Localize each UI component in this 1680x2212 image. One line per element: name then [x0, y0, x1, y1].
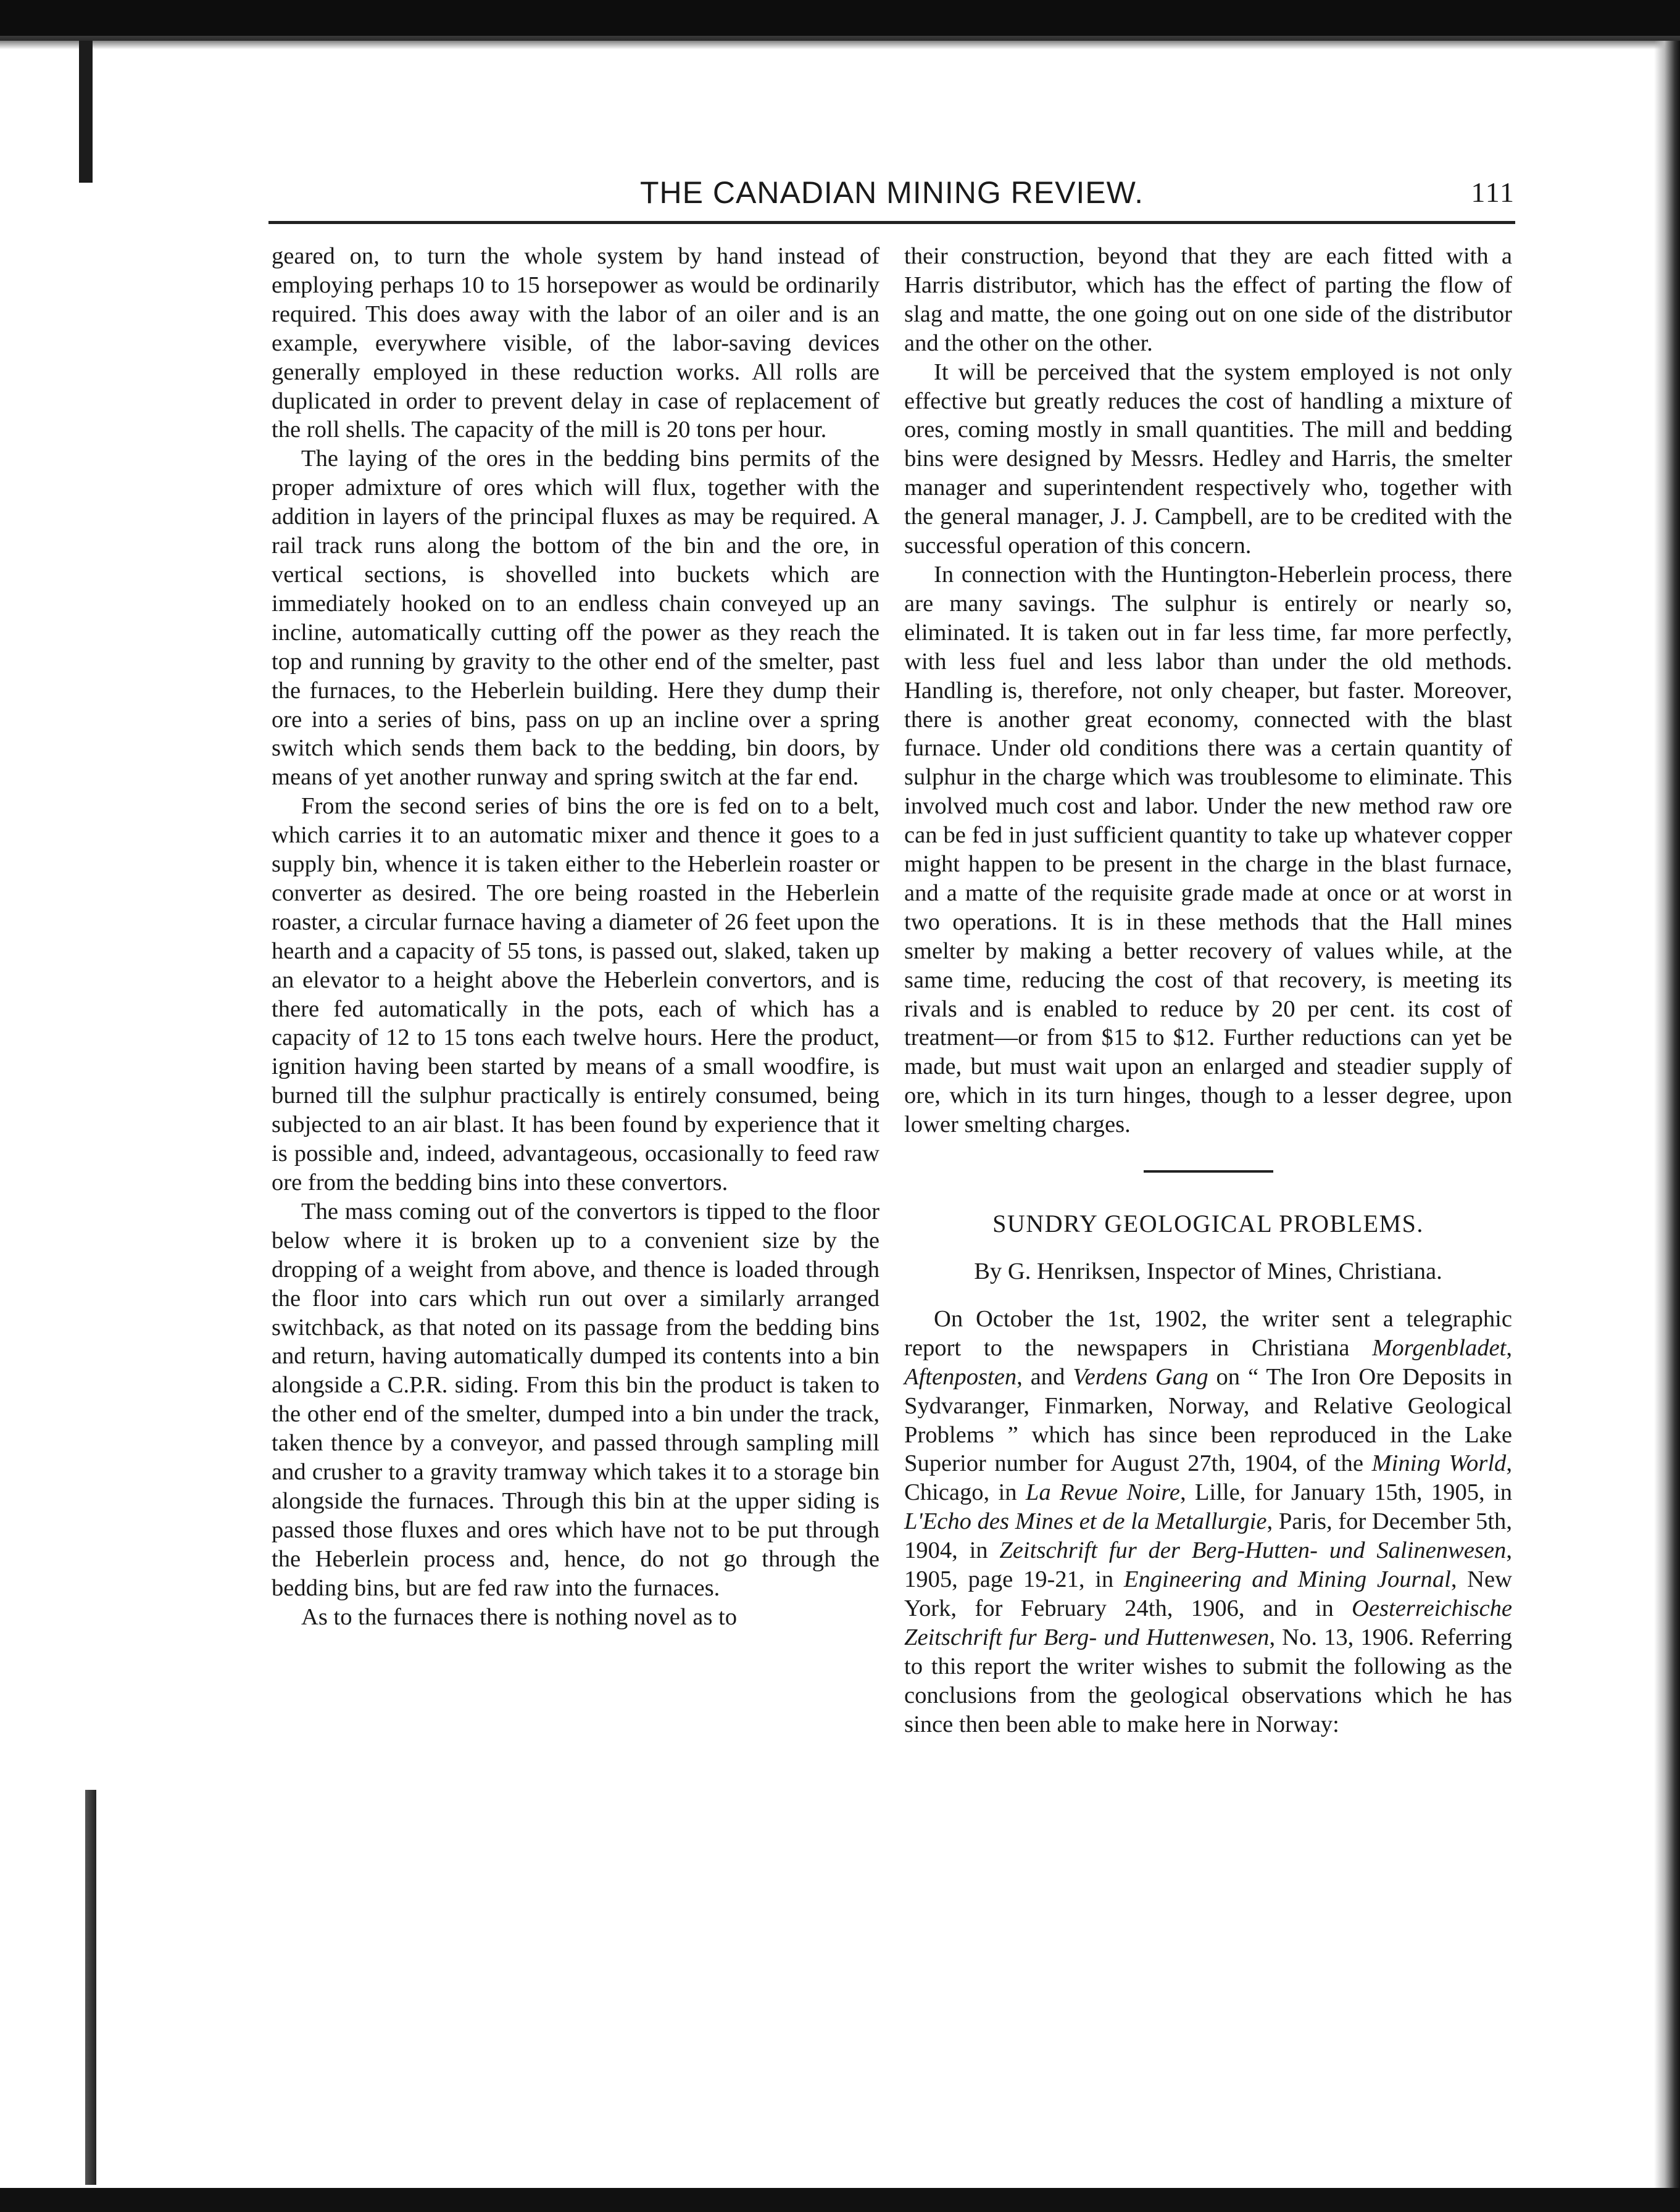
- scan-edge-left-top: [79, 41, 93, 183]
- text-run: , No. 13, 1906. Referring to this report the writer wishes to submit the following as the conclusions from the geological observations which he has since then been able to make here in Norway:: [904, 1624, 1512, 1737]
- paragraph: It will be perceived that the system employed is not only effective but greatly reduces the cost of handling a mixture of ores, coming mostly in small quantities. The mill and bedding bins were designed by Messrs. Hedley and Harris, the smelter manager and superintendent respectively who, together with the general manager, J. J. Campbell, are to be credited with the successful operation of this concern.: [904, 359, 1512, 559]
- right-column: [904, 242, 1512, 1739]
- text-run: , Lille, for January 15th, 1905, in: [1179, 1479, 1512, 1506]
- running-head: [268, 175, 1515, 224]
- scan-shadow-top: [0, 36, 1680, 49]
- publication-name: Morgenbladet: [1372, 1334, 1507, 1361]
- scan-border-top: [0, 0, 1680, 41]
- paragraph: In connection with the Huntington-Heberlein process, there are many savings. The sulphur is entirely or nearly so, eliminated. It is taken out in far less time, far more perfectly, with less fuel and less labor than under the old methods. Handling is, therefore, not only cheaper, but faster. Moreover, there is another great economy, connected with the blast furnace. Under old conditions there was a certain quantity of sulphur in the charge which was troublesome to eliminate. This involved much cost and labor. Under the new method raw ore can be fed in just sufficient quantity to take up whatever copper might happen to be present in the charge in the blast furnace, and a matte of the requisite grade made at once or at worst in two operations. It is in these methods that the Hall mines smelter by making a better recovery of values while, at the same time, reducing the cost of that recovery, is meeting its rivals and is enabled to reduce by 20 per cent. its cost of treatment—or from $15 to $12. Further reductions can yet be made, but must wait upon an enlarged and steadier supply of ore, which in its turn hinges, though to a lesser degree, upon lower smelting charges.: [904, 561, 1512, 1138]
- paragraph: From the second series of bins the ore is fed on to a belt, which carries it to an automatic mixer and thence it goes to a supply bin, whence it is taken either to the Heberlein roaster or converter as desired. The ore being roasted in the Heberlein roaster, a circular furnace having a diameter of 26 feet upon the hearth and a capacity of 55 tons, is passed out, slaked, taken up an elevator to a height above the Heberlein convertors, and is there fed automatically in the pots, each of which has a capacity of 12 to 15 tons each twelve hours. Here the product, ignition having been started by means of a small woodfire, is burned till the sulphur practically is entirely consumed, being subjected to an air blast. It has been found by experience that it is possible and, indeed, advantageous, occasionally to feed raw ore from the bedding bins into these convertors.: [272, 793, 880, 1195]
- text-run: on “ The Iron Ore Deposits in Sydvaranger, Finmarken, Norway, and Relative Geological Problems ” which has since been reproduced in the Lake Superior number for August 27th, 1904, of the: [904, 1363, 1513, 1477]
- article-byline: By G. Henriksen, Inspector of Mines, Christiana.: [974, 1258, 1442, 1284]
- publication-name: Verdens Gang: [1073, 1363, 1208, 1390]
- publication-name: L'Echo des Mines et de la Metallurgie: [904, 1508, 1267, 1535]
- text-run: , New York, for February 24th, 1906, and in: [904, 1566, 1512, 1621]
- page-number: 111: [1471, 177, 1515, 208]
- left-column: [272, 242, 880, 1632]
- journal-title: THE CANADIAN MINING REVIEW.: [640, 175, 1144, 210]
- paragraph: The mass coming out of the convertors is tipped to the floor below where it is broken up to a convenient size by the dropping of a weight from above, and thence is loaded through the floor into cars which run out over a similarly arranged switchback, as that noted on its passage from the bedding bins and return, having automatically dumped its contents into a bin alongside a C.P.R. siding. From this bin the product is taken to the other end of the smelter, dumped into a bin under the track, taken thence by a conveyor, and passed through sampling mill and crusher to a gravity tramway which takes it to a storage bin alongside the furnaces. Through this bin at the upper siding is passed those fluxes and ores which have not to be put through the Heberlein process and, hence, do not go through the bedding bins, but are fed raw into the furnaces.: [272, 1198, 880, 1601]
- publication-name: La Revue Noire: [1025, 1479, 1180, 1506]
- text-run: , Paris, for December 5th, 1904, in: [904, 1508, 1512, 1564]
- text-run: On October the 1st, 1902, the writer sent a telegraphic report to the newspapers in Christiana: [904, 1305, 1512, 1361]
- scan-edge-left-bottom: [85, 1790, 96, 2185]
- publication-name: Zeitschrift fur der Berg-Hutten- und Salinenwesen: [999, 1537, 1507, 1564]
- text-run: , Chicago, in: [904, 1450, 1512, 1506]
- scan-edge-right: [1654, 41, 1680, 2189]
- publication-name: Mining World: [1371, 1450, 1507, 1477]
- scan-border-bottom: [0, 2188, 1680, 2212]
- publication-name: Oesterreichische Zeitschrift fur Berg- und Huttenwesen: [904, 1595, 1512, 1650]
- paragraph: The laying of the ores in the bedding bins permits of the proper admixture of ores which will flux, together with the addition in layers of the principal fluxes as may be required. A rail track runs along the bottom of the bin and the ore, in vertical sections, is shovelled into buckets which are immediately hooked on to an endless chain conveyed up an incline, automatically cutting off the power as they reach the top and running by gravity to the other end of the smelter, past the furnaces, to the Heberlein building. Here they dump their ore into a series of bins, pass on up an incline over a spring switch which sends them back to the bedding, bin doors, by means of yet another runway and spring switch at the far end.: [272, 446, 880, 791]
- paragraph-with-citations: [904, 1305, 1512, 1739]
- header-rule: [268, 221, 1515, 224]
- text-run: ,: [1506, 1334, 1512, 1361]
- paragraph: geared on, to turn the whole system by hand instead of employing perhaps 10 to 15 horsepower as would be ordinarily required. This does away with the labor of an oiler and is an example, everywhere visible, of the labor-saving devices generally employed in these reduction works. All rolls are duplicated in order to prevent delay in case of replacement of the roll shells. The capacity of the mill is 20 tons per hour.: [272, 243, 880, 443]
- publication-name: Engineering and Mining Journal: [1123, 1566, 1451, 1593]
- text-run: , and: [1017, 1363, 1073, 1390]
- paragraph: As to the furnaces there is nothing novel as to: [301, 1603, 738, 1630]
- publication-name: Aftenposten: [904, 1363, 1017, 1390]
- text-run: , 1905, page 19-21, in: [904, 1537, 1512, 1593]
- paragraph: their construction, beyond that they are each fitted with a Harris distributor, which has the effect of parting the flow of slag and matte, the one going out on one side of the distributor and the other on the other.: [904, 243, 1512, 356]
- article-title: SUNDRY GEOLOGICAL PROBLEMS.: [992, 1210, 1424, 1238]
- section-divider: [1144, 1170, 1273, 1173]
